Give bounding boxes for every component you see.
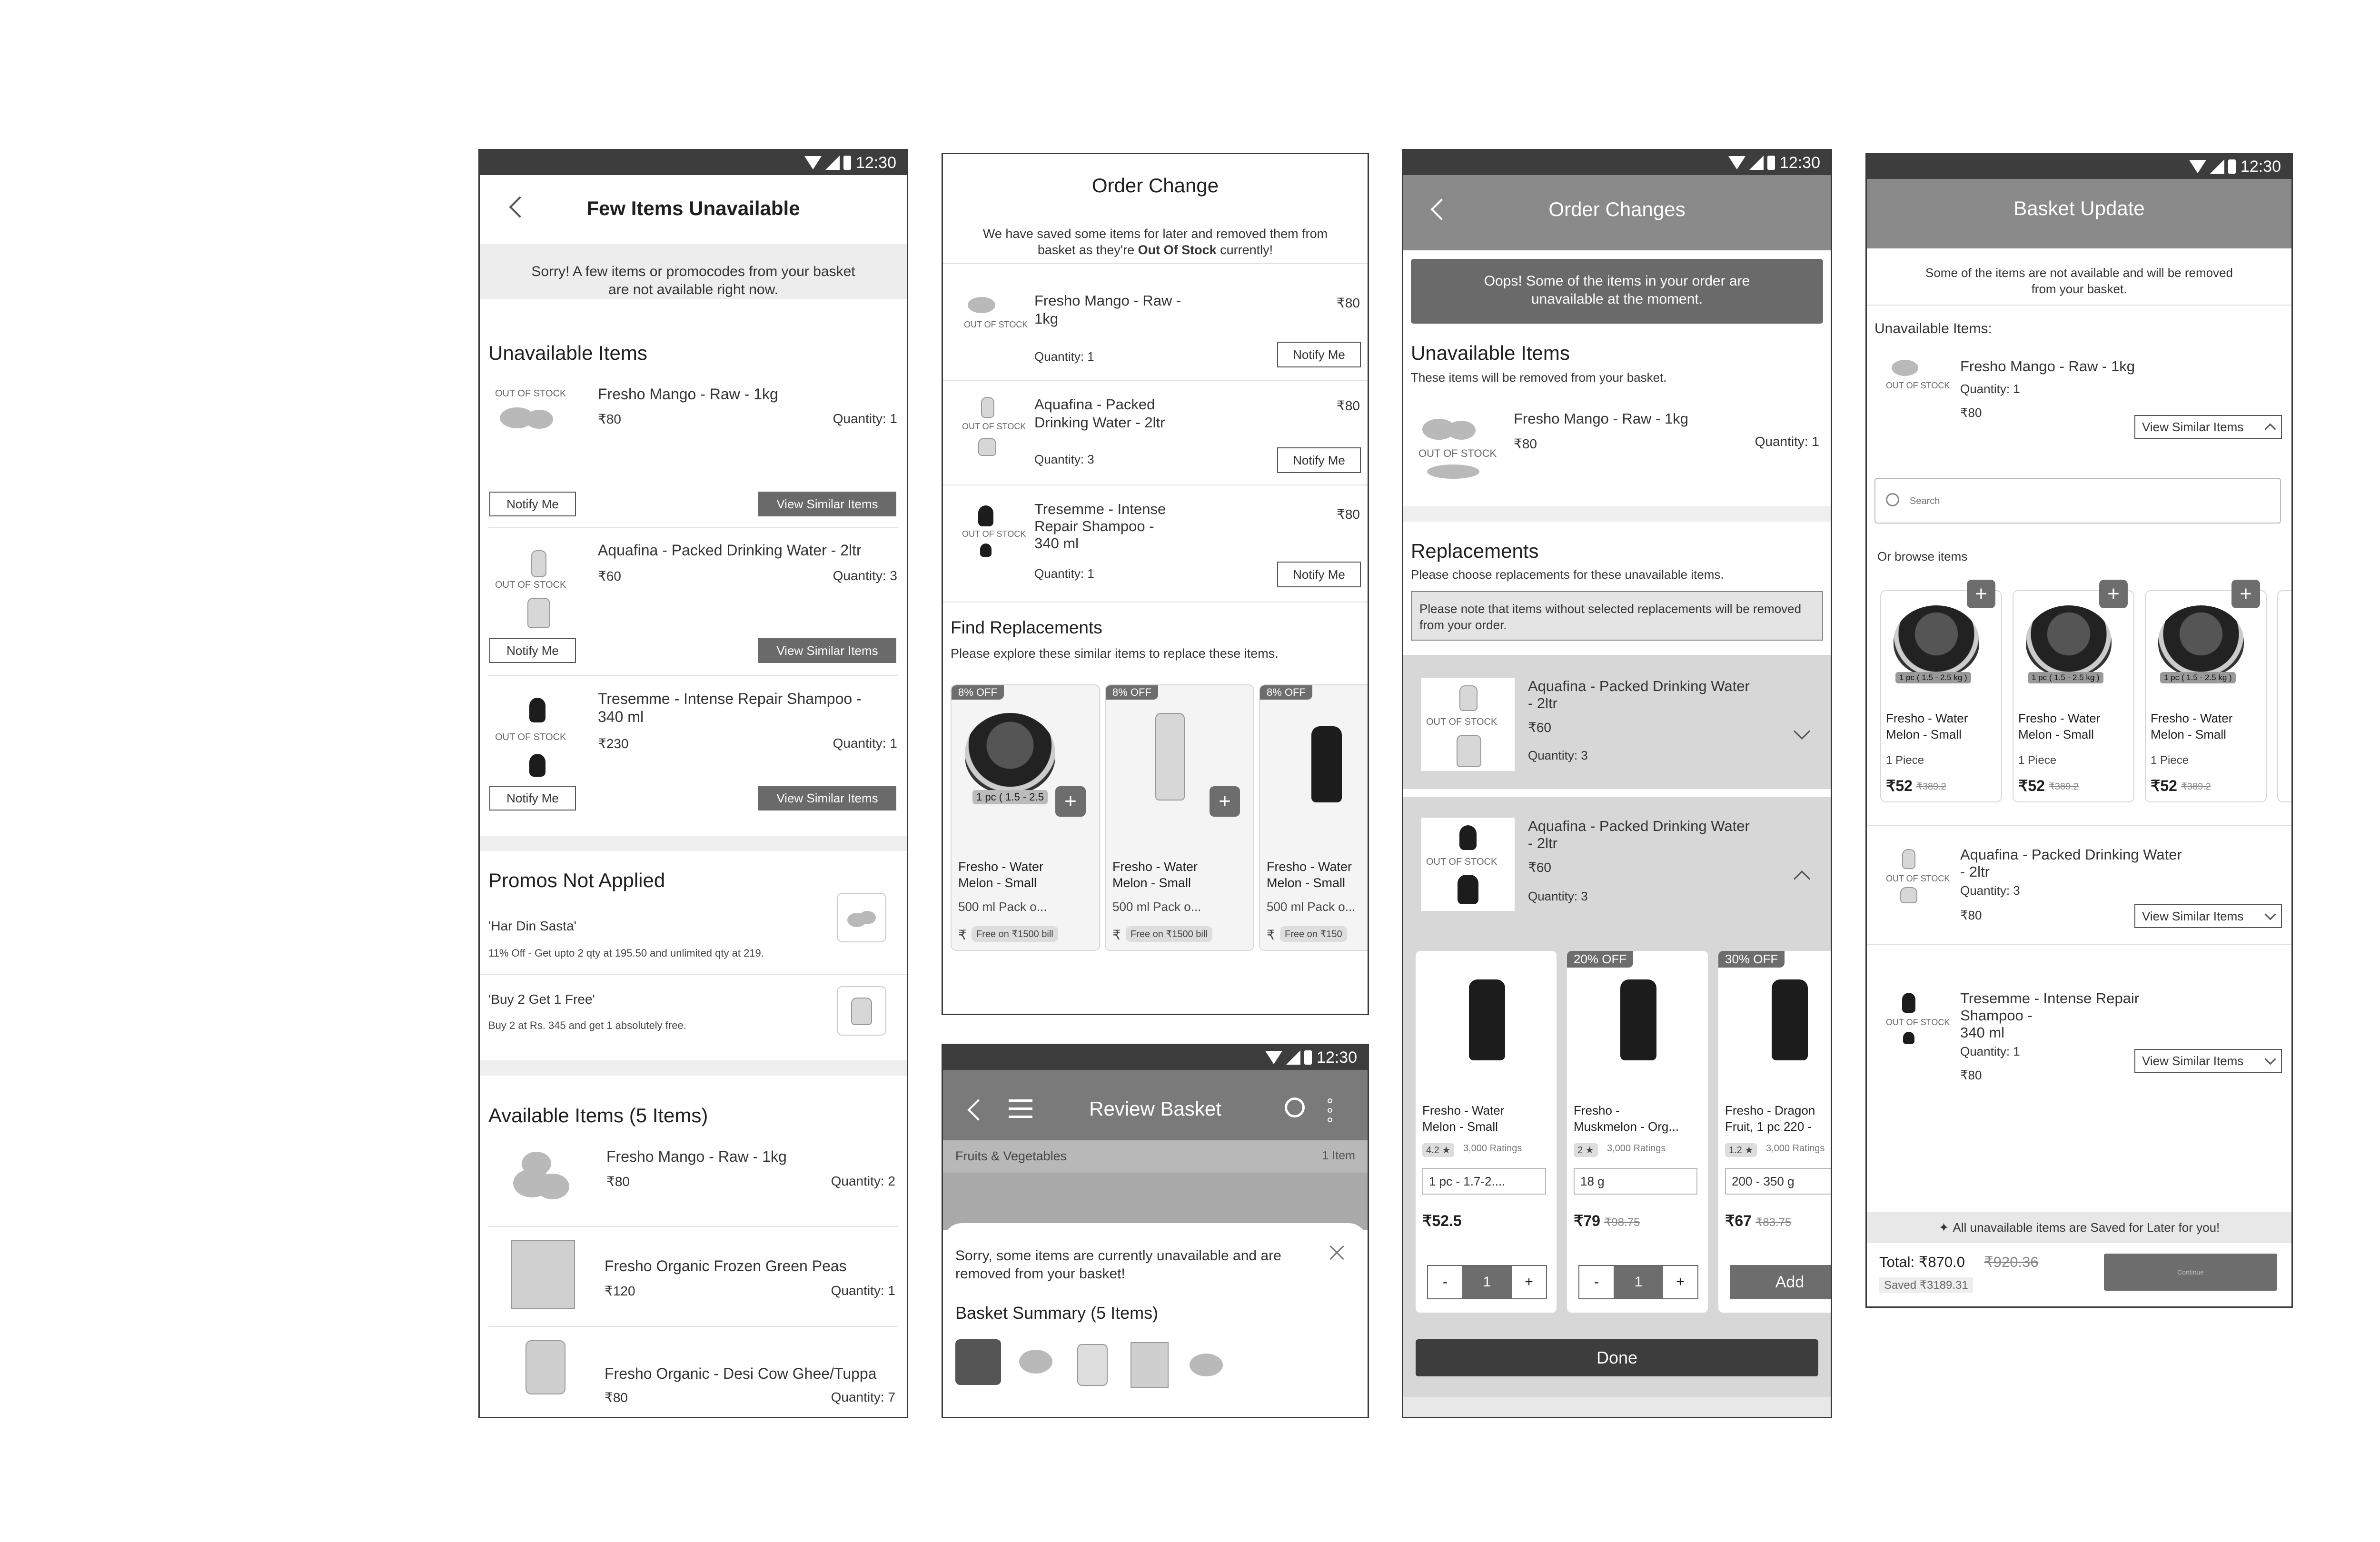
oops-banner: Oops! Some of the items in your order are unavailable at the moment.: [1411, 259, 1823, 324]
free-offer: Free on ₹150: [1280, 926, 1347, 942]
mrp-price: ₹389.2: [2181, 781, 2211, 792]
product-name: Fresho - Water: [1112, 860, 1198, 874]
pack-size[interactable]: 500 ml Pack o...: [1267, 900, 1356, 914]
product-name-line2: Muskmelon - Org...: [1574, 1119, 1679, 1134]
notify-me-button[interactable]: Notify Me: [489, 786, 576, 811]
shampoo-image: [1772, 979, 1808, 1060]
unit-label: 1 pc ( 1.5 - 2.5 kg ): [1895, 672, 1971, 683]
piece-dropdown[interactable]: 1 Piece: [2018, 754, 2057, 767]
summary-thumb: [955, 1339, 1001, 1385]
close-icon[interactable]: [1328, 1243, 1347, 1262]
unit-dropdown[interactable]: 200 - 350 g: [1725, 1168, 1832, 1195]
add-button[interactable]: Add: [1730, 1265, 1832, 1299]
unit-label: 1 pc ( 1.5 - 2.5 kg ): [2028, 672, 2103, 683]
unavailable-items-subtitle: These items will be removed from your basket.: [1411, 370, 1667, 385]
item-name: Tresemme - Intense Repair: [1960, 990, 2140, 1007]
discount-badge: 8% OFF: [952, 685, 1004, 700]
status-time: 12:30: [1779, 153, 1820, 172]
wifi-icon: [1728, 156, 1745, 169]
out-of-stock-label: OUT OF STOCK: [1424, 857, 1499, 868]
item-quantity: Quantity: 2: [831, 1174, 895, 1188]
screen-order-changes: [1402, 149, 1832, 1418]
product-card[interactable]: [1259, 684, 1369, 951]
item-name: Tresemme - Intense: [1034, 501, 1166, 517]
unavailable-items-title: Unavailable Items: [1411, 342, 1570, 364]
ratings-count: 3,000 Ratings: [1766, 1143, 1825, 1154]
notify-me-button[interactable]: Notify Me: [1277, 342, 1361, 367]
item-name: Fresho Mango - Raw -: [1034, 292, 1181, 309]
status-time: 12:30: [2240, 157, 2281, 176]
out-of-stock-label: OUT OF STOCK: [493, 388, 568, 399]
pack-size[interactable]: 500 ml Pack o...: [958, 900, 1047, 914]
chevron-down-icon: [2264, 1053, 2276, 1065]
shampoo-image: [529, 698, 545, 722]
item-price: ₹80: [1337, 398, 1360, 413]
free-offer: Free on ₹1500 bill: [1126, 926, 1212, 942]
shampoo-image: [1903, 1032, 1914, 1044]
notify-me-button[interactable]: Notify Me: [489, 492, 576, 516]
item-price: ₹80: [605, 1390, 628, 1405]
signal-icon: [1749, 156, 1764, 170]
product-name: Fresho - Water: [1422, 1103, 1505, 1117]
item-name-line3: 340 ml: [1034, 535, 1079, 552]
item-quantity: Quantity: 3: [833, 568, 897, 583]
water-bottle-image: [1155, 713, 1185, 801]
rating-badge: 2 ★: [1574, 1143, 1598, 1157]
chevron-up-icon: [2264, 423, 2276, 435]
ratings-count: 3,000 Ratings: [1463, 1143, 1522, 1154]
replacement-card[interactable]: [1415, 950, 1557, 1314]
promo-name: 'Buy 2 Get 1 Free': [488, 992, 595, 1007]
discount-badge: 8% OFF: [1260, 685, 1312, 700]
promo-desc: Buy 2 at Rs. 345 and get 1 absolutely free.: [488, 1019, 686, 1031]
product-name: Fresho - Dragon: [1725, 1103, 1815, 1117]
price: ₹52: [1886, 777, 1913, 794]
promo-desc: 11% Off - Get upto 2 qty at 195.50 and unlimited qty at 219.: [488, 947, 764, 959]
out-of-stock-label: OUT OF STOCK: [960, 529, 1028, 539]
free-offer: Free on ₹1500 bill: [972, 926, 1058, 942]
find-replacements-title: Find Replacements: [951, 618, 1102, 637]
basket-update-banner: Some of the items are not available and will be removed from your basket.: [1867, 248, 2291, 306]
watermelon-image: [2158, 605, 2244, 677]
shampoo-image: [1311, 726, 1342, 802]
watermelon-image: [965, 713, 1055, 794]
view-similar-items-button[interactable]: View Similar Items: [2134, 1049, 2282, 1073]
unavailable-banner: Sorry! A few items or promocodes from your basket are not available right now.: [480, 244, 907, 299]
wifi-icon: [804, 156, 822, 169]
unavailable-items-title: Unavailable Items: [488, 342, 647, 364]
add-button[interactable]: +: [2099, 580, 2128, 608]
saved-for-later-banner: We have saved some items for later and removed them from basket as they're Out Of Stock currently!: [943, 211, 1368, 264]
watermelon-image: [2026, 605, 2112, 677]
item-price: ₹80: [1960, 908, 1982, 922]
product-name-line2: Melon - Small: [1422, 1119, 1498, 1134]
product-name-line2: Melon - Small: [2151, 727, 2226, 741]
shampoo-image: [1620, 979, 1656, 1060]
mango-image: [1427, 465, 1479, 479]
page-title: Few Items Unavailable: [586, 197, 800, 219]
promo-image: [837, 986, 886, 1036]
increment-button[interactable]: +: [1512, 1266, 1546, 1298]
product-card[interactable]: [951, 684, 1100, 951]
quantity-stepper[interactable]: [1427, 1265, 1547, 1299]
item-quantity: Quantity: 1: [1034, 349, 1094, 364]
item-quantity: Quantity: 3: [1528, 748, 1588, 762]
add-button[interactable]: +: [1055, 786, 1086, 817]
status-time: 12:30: [1316, 1048, 1357, 1067]
summary-thumb: [1130, 1342, 1169, 1388]
screen-few-items-unavailable: [478, 149, 908, 1418]
price: ₹52: [2151, 777, 2177, 794]
summary-thumb: [1077, 1344, 1108, 1386]
item-quantity: Quantity: 7: [831, 1390, 895, 1404]
pack-size[interactable]: 500 ml Pack o...: [1112, 900, 1201, 914]
rating-badge: 1.2 ★: [1725, 1143, 1757, 1157]
more-icon[interactable]: [1328, 1098, 1332, 1122]
out-of-stock-label: OUT OF STOCK: [962, 320, 1030, 330]
total-label: Total: ₹870.0: [1879, 1254, 1965, 1270]
out-of-stock-label: OUT OF STOCK: [493, 580, 568, 591]
product-name-line2: Melon - Small: [2018, 727, 2094, 741]
rupee-symbol: ₹: [1112, 928, 1121, 942]
item-price: ₹80: [1960, 1068, 1982, 1082]
product-name-line2: Melon - Small: [1886, 727, 1962, 741]
item-name-line2: 340 ml: [598, 708, 644, 725]
item-name-line3: 340 ml: [1960, 1024, 2005, 1041]
ghee-jar-image: [526, 1340, 565, 1394]
decrement-button[interactable]: -: [1579, 1266, 1614, 1298]
item-name: Fresho Organic - Desi Cow Ghee/Tuppa: [605, 1365, 877, 1382]
mango-image: [1447, 421, 1476, 440]
view-similar-items-button[interactable]: View Similar Items: [758, 786, 896, 811]
battery-icon: [1304, 1050, 1312, 1065]
promos-title: Promos Not Applied: [488, 869, 665, 891]
piece-dropdown[interactable]: 1 Piece: [1886, 754, 1924, 767]
notify-me-button[interactable]: Notify Me: [489, 638, 576, 663]
item-name-line2: - 2ltr: [1960, 863, 1990, 880]
mrp-price: ₹98.75: [1604, 1216, 1640, 1229]
item-quantity: Quantity: 1: [1755, 434, 1819, 449]
item-name: Fresho Mango - Raw - 1kg: [1514, 410, 1688, 427]
quantity-value: 1: [1462, 1266, 1512, 1298]
shampoo-image: [529, 754, 545, 777]
out-of-stock-label: OUT OF STOCK: [1884, 1018, 1952, 1028]
product-card[interactable]: [1105, 684, 1254, 951]
item-quantity: Quantity: 1: [1960, 1044, 2020, 1058]
item-price: ₹80: [1337, 296, 1360, 310]
item-name: Aquafina - Packed Drinking Water - 2ltr: [598, 542, 862, 559]
item-quantity: Quantity: 3: [1528, 889, 1588, 903]
product-name: Fresho - Water: [958, 860, 1044, 874]
mango-image: [1892, 360, 1918, 376]
out-of-stock-label: OUT OF STOCK: [1884, 874, 1952, 884]
view-similar-items-button[interactable]: View Similar Items: [758, 638, 896, 663]
item-price: ₹60: [1528, 860, 1551, 875]
water-bottle-image: [978, 438, 996, 456]
item-quantity: Quantity: 1: [1960, 382, 2020, 396]
browse-card[interactable]: [1880, 582, 2002, 802]
item-name: Fresho Mango - Raw - 1kg: [606, 1148, 787, 1165]
product-name: Fresho - Water: [1886, 711, 1968, 725]
item-name: Aquafina - Packed: [1034, 396, 1155, 413]
item-name: Fresho Mango - Raw - 1kg: [1960, 358, 2135, 375]
rupee-symbol: ₹: [958, 928, 967, 942]
add-button[interactable]: +: [2231, 580, 2260, 608]
total-mrp: ₹920.36: [1984, 1254, 2039, 1270]
view-similar-items-button[interactable]: View Similar Items: [758, 492, 896, 516]
screen-review-basket: [942, 1044, 1369, 1418]
product-name-line2: Melon - Small: [958, 876, 1037, 890]
battery-icon: [1767, 156, 1775, 170]
out-of-stock-label: OUT OF STOCK: [1424, 717, 1499, 728]
price: ₹52: [2018, 777, 2045, 794]
mango-image: [522, 1152, 551, 1176]
shampoo-image: [1469, 979, 1505, 1060]
status-bar: [943, 1045, 1368, 1070]
browse-label: Or browse items: [1877, 549, 1968, 563]
screen-basket-update: [1865, 153, 2293, 1308]
promo-name: 'Har Din Sasta': [488, 919, 576, 933]
product-name-line2: Fruit, 1 pc 220 -: [1725, 1119, 1812, 1134]
status-bar: [1867, 154, 2291, 179]
browse-card-partial[interactable]: [2277, 590, 2293, 802]
decrement-button[interactable]: -: [1428, 1266, 1462, 1298]
saved-note-bar: ✦ All unavailable items are Saved for Later for you!: [1867, 1212, 2291, 1243]
item-price: ₹80: [1960, 405, 1982, 420]
product-name: Fresho - Water: [2151, 711, 2233, 725]
battery-icon: [843, 156, 851, 170]
replacement-card[interactable]: [1566, 950, 1709, 1314]
item-quantity: Quantity: 3: [1034, 452, 1094, 466]
chevron-up-icon[interactable]: [1796, 873, 1808, 885]
saved-amount: Saved ₹3189.31: [1879, 1277, 1973, 1293]
view-similar-items-button[interactable]: View Similar Items: [2134, 415, 2282, 439]
mango-image: [526, 410, 553, 429]
mrp-price: ₹83.75: [1755, 1216, 1792, 1229]
item-name: Fresho Organic Frozen Green Peas: [605, 1257, 847, 1275]
replacement-card[interactable]: [1717, 950, 1832, 1314]
done-button[interactable]: Done: [1416, 1339, 1818, 1376]
product-name-line2: Melon - Small: [1112, 876, 1191, 890]
chevron-down-icon: [2264, 909, 2276, 920]
discount-badge: 20% OFF: [1567, 951, 1633, 968]
search-icon[interactable]: [1285, 1097, 1305, 1117]
view-similar-items-button[interactable]: View Similar Items: [2134, 904, 2282, 928]
mrp-price: ₹389.2: [2049, 781, 2079, 792]
category-label: Fruits & Vegetables: [955, 1149, 1067, 1163]
shampoo-image: [980, 544, 992, 557]
item-quantity: Quantity: 1: [831, 1283, 895, 1298]
summary-thumb: [1019, 1350, 1052, 1374]
signal-icon: [2210, 159, 2224, 174]
search-icon: [1886, 493, 1899, 506]
notify-me-button[interactable]: Notify Me: [1277, 562, 1361, 587]
signal-icon: [825, 156, 840, 170]
search-input[interactable]: [1874, 478, 2281, 524]
item-price: ₹120: [605, 1284, 635, 1298]
unit-dropdown[interactable]: 18 g: [1574, 1168, 1697, 1195]
watermelon-image: [1894, 605, 1979, 677]
item-name-line2: Repair Shampoo -: [1034, 518, 1154, 534]
page-title: Review Basket: [1089, 1097, 1221, 1120]
mango-image: [536, 1174, 569, 1199]
status-bar: [1403, 150, 1831, 175]
unit-label: 1 pc ( 1.5 - 2.5 kg ): [2160, 672, 2236, 683]
rating-badge: 4.2 ★: [1422, 1143, 1454, 1157]
product-thumb: [1421, 678, 1515, 771]
item-price: ₹60: [1528, 720, 1551, 735]
item-name: Aquafina - Packed Drinking Water: [1960, 846, 2182, 863]
item-name-line2: Shampoo -: [1960, 1007, 2033, 1024]
water-bottle-image: [1900, 887, 1917, 903]
item-name-line2: - 2ltr: [1528, 835, 1557, 851]
product-name: Fresho -: [1574, 1103, 1620, 1117]
screen-order-change: [942, 153, 1369, 1015]
water-bottle-image: [1902, 849, 1915, 869]
page-title: Order Change: [1091, 174, 1219, 197]
water-bottle-image: [981, 397, 994, 418]
water-bottle-image: [531, 550, 546, 577]
add-button[interactable]: +: [1210, 786, 1240, 817]
item-price: ₹80: [1514, 436, 1537, 451]
promo-image: [837, 893, 886, 942]
rupee-symbol: ₹: [1267, 928, 1275, 942]
piece-dropdown[interactable]: 1 Piece: [2151, 754, 2189, 767]
product-name-line2: Melon - Small: [1267, 876, 1346, 890]
quantity-stepper[interactable]: [1578, 1265, 1698, 1299]
product-name: Fresho - Water: [2018, 711, 2101, 725]
summary-thumb: [1190, 1354, 1223, 1376]
item-price: ₹230: [598, 736, 629, 751]
wifi-icon: [1265, 1051, 1282, 1064]
shampoo-image: [978, 505, 993, 526]
chevron-down-icon[interactable]: [1796, 725, 1808, 737]
product-thumb: [1421, 818, 1515, 911]
out-of-stock-label: OUT OF STOCK: [960, 422, 1028, 432]
increment-button[interactable]: +: [1663, 1266, 1697, 1298]
available-items-title: Available Items (5 Items): [488, 1104, 708, 1127]
item-name: Fresho Mango - Raw - 1kg: [598, 386, 778, 403]
replacement-note: Please note that items without selected replacements will be removed from your order.: [1411, 591, 1823, 641]
checkout-button[interactable]: Continue: [2104, 1254, 2277, 1291]
add-button[interactable]: +: [1967, 580, 1995, 608]
find-replacements-subtitle: Please explore these similar items to replace these items.: [951, 646, 1279, 661]
item-name-line2: 1kg: [1034, 310, 1058, 327]
unit-label: 1 pc ( 1.5 - 2.5: [972, 790, 1048, 804]
party-icon: ✦: [1938, 1220, 1949, 1235]
item-name: Aquafina - Packed Drinking Water: [1528, 818, 1750, 834]
item-price: ₹80: [1337, 507, 1360, 522]
item-price: ₹60: [598, 569, 621, 583]
battery-icon: [2228, 159, 2236, 174]
replacements-title: Replacements: [1411, 540, 1539, 562]
unit-dropdown[interactable]: 1 pc - 1.7-2....: [1422, 1168, 1546, 1195]
category-count: 1 Item: [1322, 1149, 1355, 1162]
item-quantity: Quantity: 1: [1034, 566, 1094, 581]
page-title: Basket Update: [2013, 197, 2145, 219]
item-name: Aquafina - Packed Drinking Water: [1528, 678, 1750, 694]
price: ₹52.5: [1422, 1212, 1462, 1229]
sheet-message: Sorry, some items are currently unavailable and are removed from your basket!: [955, 1248, 1281, 1282]
price: ₹67: [1725, 1212, 1752, 1229]
basket-summary-title: Basket Summary (5 Items): [955, 1303, 1159, 1323]
page-title: Order Changes: [1548, 198, 1686, 220]
peas-image: [511, 1240, 575, 1309]
notify-me-button[interactable]: Notify Me: [1277, 447, 1361, 473]
mango-image: [968, 297, 995, 313]
item-name-line2: - 2ltr: [1528, 695, 1557, 712]
out-of-stock-label: OUT OF STOCK: [1884, 381, 1952, 391]
out-of-stock-label: OUT OF STOCK: [493, 732, 568, 743]
discount-badge: 30% OFF: [1718, 951, 1785, 968]
product-name: Fresho - Water: [1267, 860, 1352, 874]
item-quantity: Quantity: 3: [1960, 883, 2020, 898]
item-quantity: Quantity: 1: [833, 736, 897, 751]
quantity-value: 1: [1614, 1266, 1663, 1298]
item-name-line2: Drinking Water - 2ltr: [1034, 414, 1165, 431]
shampoo-image: [1902, 993, 1915, 1013]
item-price: ₹80: [606, 1174, 630, 1189]
item-price: ₹80: [598, 412, 621, 426]
item-name: Tresemme - Intense Repair Shampoo -: [598, 690, 862, 707]
wifi-icon: [2189, 160, 2206, 173]
water-bottle-image: [527, 598, 550, 628]
browse-card[interactable]: [2013, 582, 2134, 802]
price: ₹79: [1574, 1212, 1600, 1229]
item-quantity: Quantity: 1: [833, 411, 897, 426]
discount-badge: 8% OFF: [1106, 685, 1158, 700]
status-bar: [480, 150, 907, 175]
signal-icon: [1286, 1050, 1300, 1065]
unavailable-label: Unavailable Items:: [1874, 321, 1992, 336]
mrp-price: ₹389.2: [1916, 781, 1946, 792]
ratings-count: 3,000 Ratings: [1607, 1143, 1666, 1154]
search-field[interactable]: [1909, 487, 2196, 515]
out-of-stock-label: OUT OF STOCK: [1417, 447, 1498, 460]
replacements-subtitle: Please choose replacements for these unavailable items.: [1411, 567, 1724, 582]
status-time: 12:30: [855, 153, 896, 172]
browse-card[interactable]: [2145, 582, 2267, 802]
